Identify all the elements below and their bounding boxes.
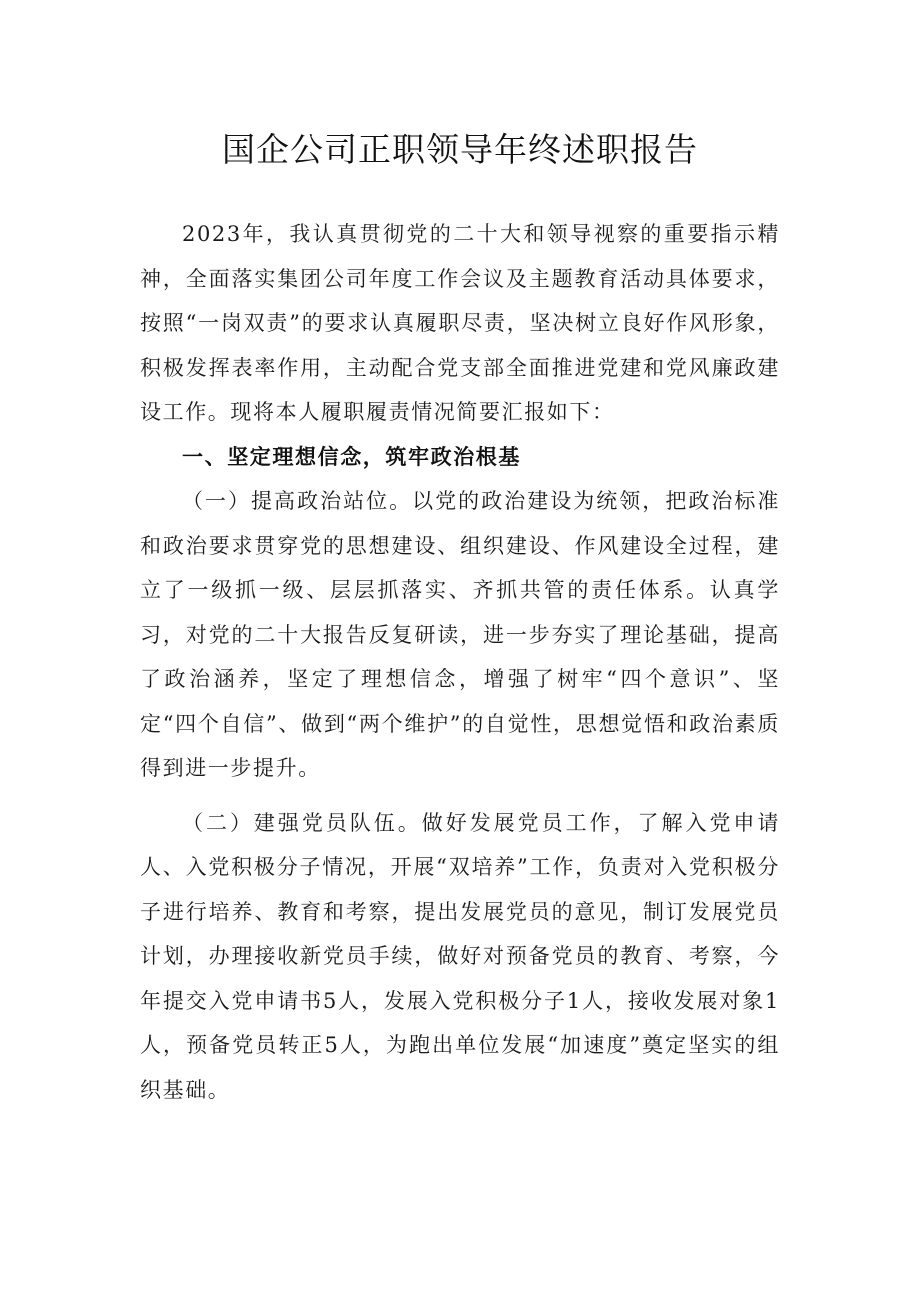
body-paragraph: （二）建强党员队伍。做好发展党员工作，了解入党申请人、入党积极分子情况，开展“双培养”工作，负责对入党积极分子进行培养、教育和考察，提出发展党员的意见，制订发展党员计划，办理接收新党员手续，做好对预备党员的教育、考察，今年提交入党申请书5人，发展入党积极分子1人，接收发展对象1人，预备党员转正5人，为跑出单位发展“加速度”奠定坚实的组织基础。 [140, 810, 780, 1102]
section-heading: 一、坚定理想信念，筑牢政治根基 [182, 444, 521, 469]
intro-paragraph: 2023年，我认真贯彻党的二十大和领导视察的重要指示精神，全面落实集团公司年度工作会议及主题教育活动具体要求，按照“一岗双责”的要求认真履职尽责，坚决树立良好作风形象，积极发挥表率作用，主动配合党支部全面推进党建和党风廉政建设工作。现将本人履职履责情况简要汇报如下： [140, 222, 780, 424]
document-body [140, 212, 780, 1112]
body-paragraph: （一）提高政治站位。以党的政治建设为统领，把政治标准和政治要求贯穿党的思想建设、组织建设、作风建设全过程，建立了一级抓一级、层层抓落实、齐抓共管的责任体系。认真学习，对党的二十大报告反复研读，进一步夯实了理论基础，提高了政治涵养，坚定了理想信念，增强了树牢“四个意识”、坚定“四个自信”、做到“两个维护”的自觉性，思想觉悟和政治素质得到进一步提升。 [140, 489, 780, 780]
paragraph-spacer [140, 791, 780, 801]
document-title: 国企公司正职领导年终述职报告 [222, 130, 698, 169]
